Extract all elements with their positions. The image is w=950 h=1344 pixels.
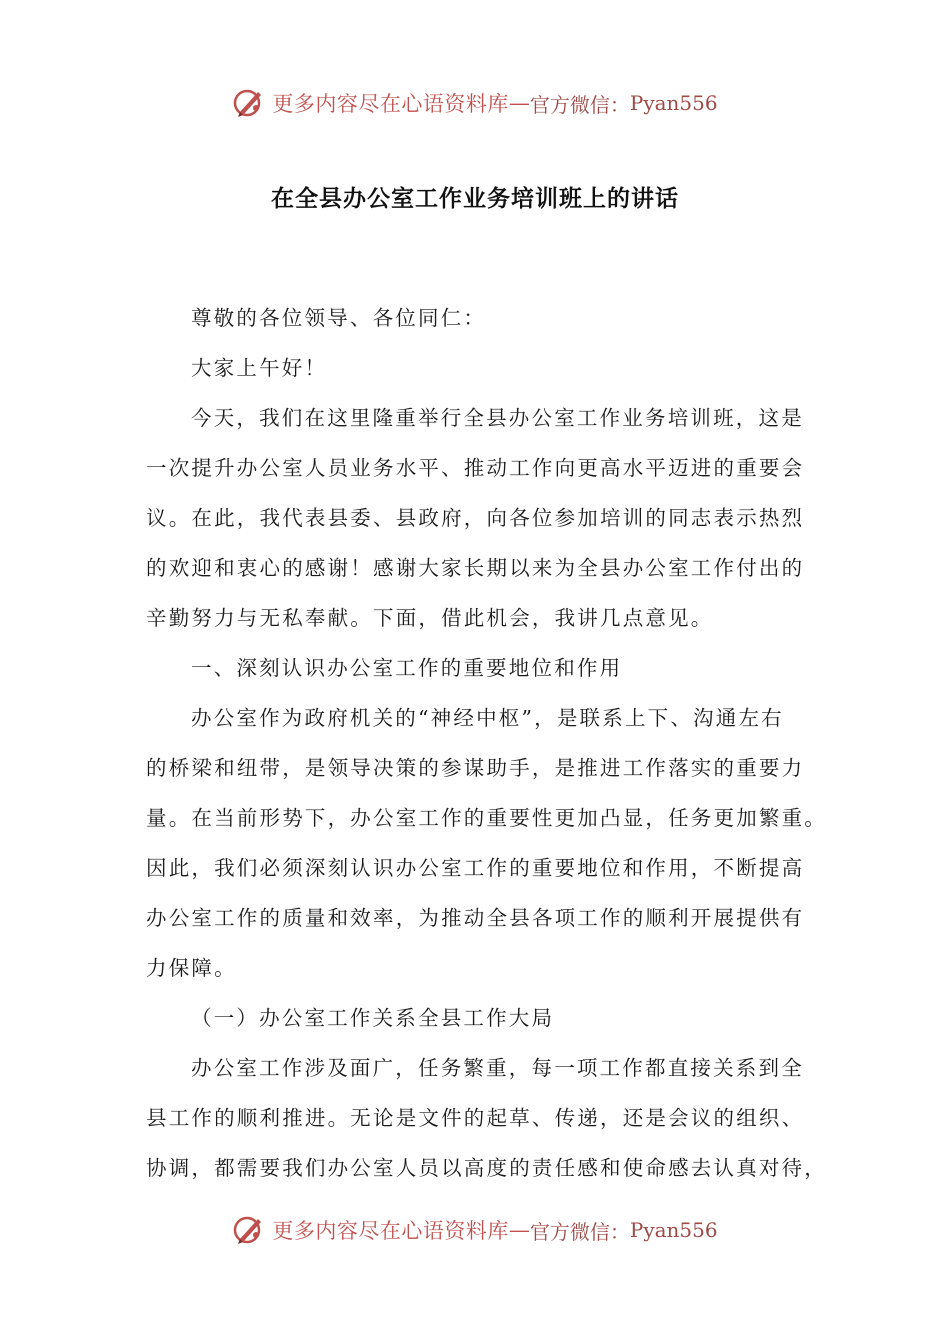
paragraph-line: 量。在当前形势下，办公室工作的重要性更加凸显，任务更加繁重。 xyxy=(146,806,827,830)
paragraph-line: 今天，我们在这里隆重举行全县办公室工作业务培训班，这是 xyxy=(191,406,804,430)
paragraph-line: 议。在此，我代表县委、县政府，向各位参加培训的同志表示热烈 xyxy=(146,506,805,530)
paragraph-line: 力保障。 xyxy=(146,956,237,980)
salutation-line: 尊敬的各位领导、各位同仁： xyxy=(191,306,487,330)
paragraph-line: 办公室工作的质量和效率，为推动全县各项工作的顺利开展提供有 xyxy=(146,906,805,930)
watermark-brand-text: 更多内容尽在心语资料库 xyxy=(272,1219,509,1243)
paragraph-line: 辛勤努力与无私奉献。下面，借此机会，我讲几点意见。 xyxy=(146,606,714,630)
watermark-contact-handle: Pyan556 xyxy=(629,91,718,115)
paragraph-line: 协调，都需要我们办公室人员以高度的责任感和使命感去认真对待， xyxy=(146,1156,827,1180)
paragraph-line: 一次提升办公室人员业务水平、推动工作向更高水平迈进的重要会 xyxy=(146,456,805,480)
watermark-contact-label: 官方微信： xyxy=(529,92,630,117)
header-watermark xyxy=(0,83,950,123)
greeting-line: 大家上午好！ xyxy=(191,356,328,380)
footer-watermark xyxy=(0,1210,950,1250)
watermark-separator: — xyxy=(508,91,530,115)
watermark-separator: — xyxy=(508,1218,530,1242)
pen-logo-icon xyxy=(232,86,266,120)
paragraph-line: 办公室工作涉及面广，任务繁重，每一项工作都直接关系到全 xyxy=(191,1056,804,1080)
paragraph-line: 的桥梁和纽带，是领导决策的参谋助手，是推进工作落实的重要力 xyxy=(146,756,805,780)
section-heading-1: 一、深刻认识办公室工作的重要地位和作用 xyxy=(191,656,623,680)
paragraph-line: 因此，我们必须深刻认识办公室工作的重要地位和作用，不断提高 xyxy=(146,856,805,880)
watermark-brand-text: 更多内容尽在心语资料库 xyxy=(272,92,509,116)
pen-logo-icon xyxy=(232,1213,266,1247)
document-title: 在全县办公室工作业务培训班上的讲话 xyxy=(271,186,679,212)
paragraph-line: 的欢迎和衷心的感谢！感谢大家长期以来为全县办公室工作付出的 xyxy=(146,556,805,580)
document-body xyxy=(146,293,827,1193)
subsection-heading-1: （一）办公室工作关系全县工作大局 xyxy=(191,1006,555,1030)
watermark-contact-label: 官方微信： xyxy=(529,1219,630,1244)
paragraph-line: 县工作的顺利推进。无论是文件的起草、传递，还是会议的组织、 xyxy=(146,1106,805,1130)
watermark-contact-handle: Pyan556 xyxy=(629,1218,718,1242)
paragraph-line: 办公室作为政府机关的“神经中枢”，是联系上下、沟通左右 xyxy=(191,706,784,730)
